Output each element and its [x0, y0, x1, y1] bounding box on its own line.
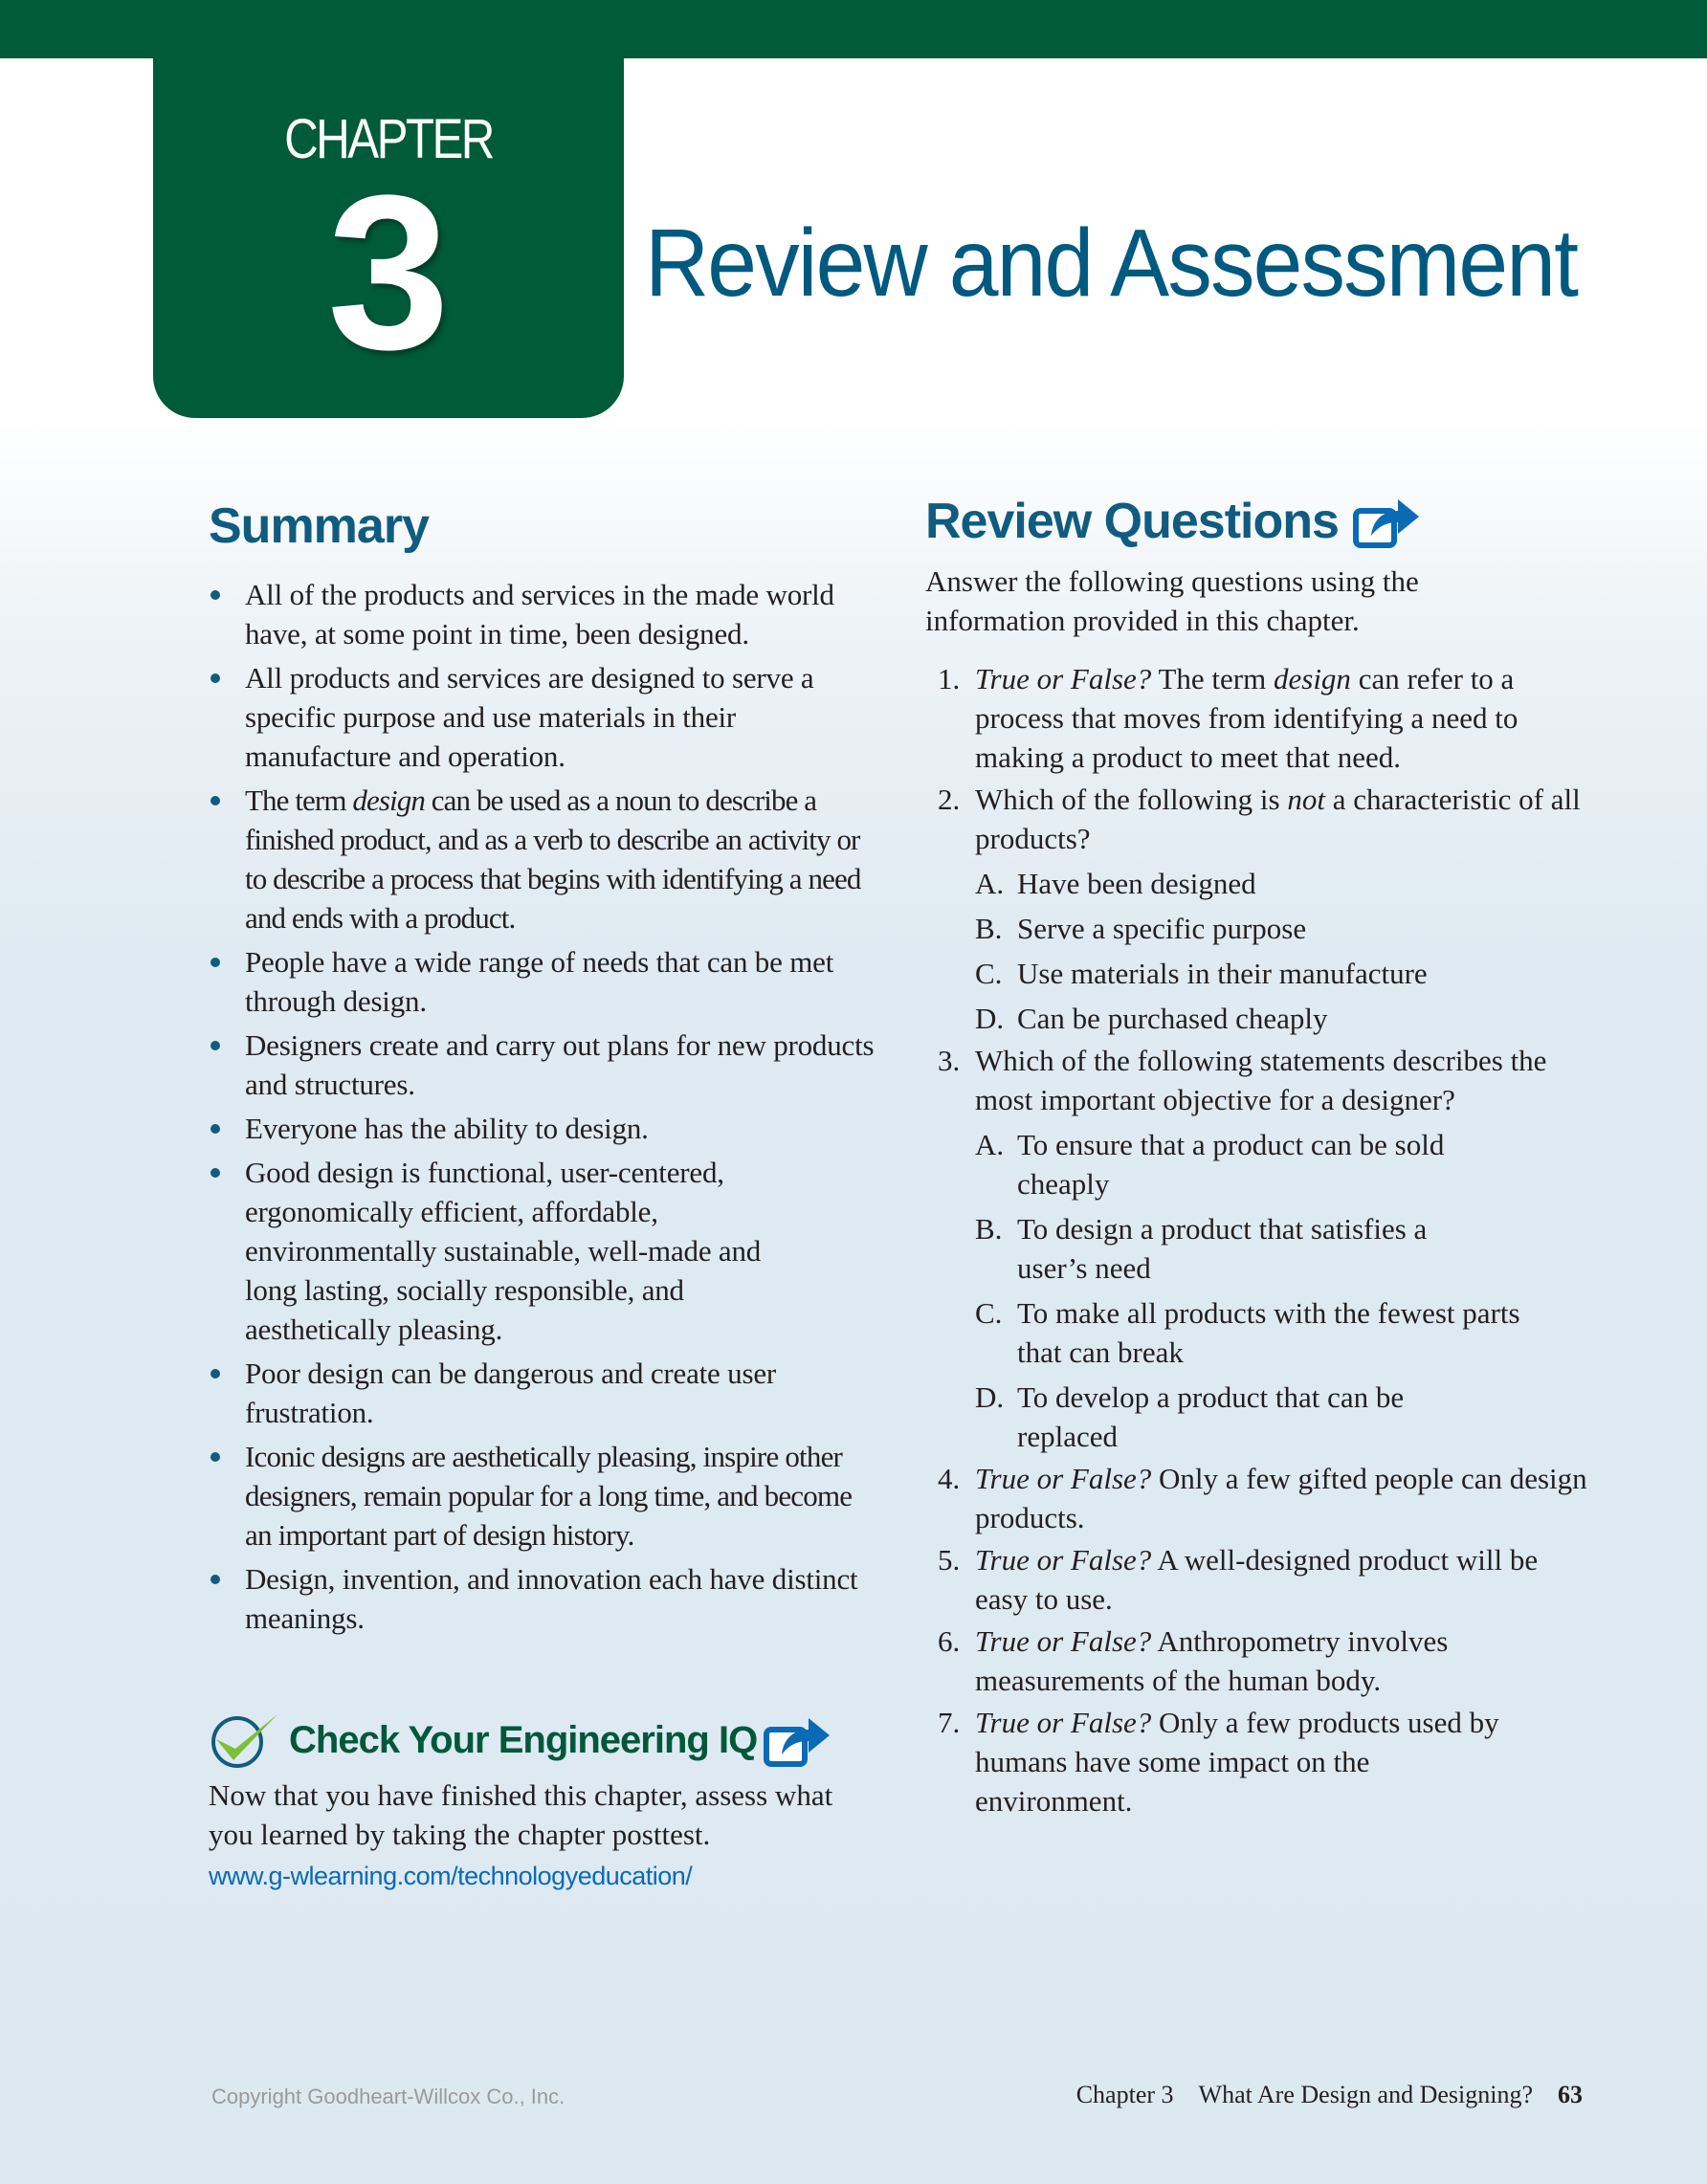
- running-footer: [1052, 2081, 1583, 2109]
- list-item: Good design is functional, user-centered, ergonomically efficient, affordable, environmentally sustainable, well-made and long lasting, socially responsible, and aesthetically pleasing.: [209, 1153, 878, 1349]
- text: Which of the following is: [975, 783, 1288, 816]
- option-text: Use materials in their manufacture: [1017, 957, 1428, 990]
- list-item: Everyone has the ability to design.: [209, 1109, 878, 1148]
- emphasis: design: [1274, 662, 1351, 695]
- option-letter: D.: [975, 1002, 1005, 1035]
- text: A well-designed product will be easy to use.: [975, 1543, 1539, 1616]
- checkmark-icon: [209, 1710, 283, 1770]
- option: [975, 1293, 1588, 1372]
- question-2: [938, 780, 1588, 1038]
- true-false-label: True or False?: [975, 1462, 1152, 1495]
- posttest-link[interactable]: www.g-wlearning.com/technologyeducation/: [209, 1862, 693, 1890]
- page-number: 63: [1558, 2081, 1583, 2108]
- question-6: [938, 1621, 1588, 1700]
- list-item: Iconic designs are aesthetically pleasing, inspire other designers, remain popular for a long time, and become an important part of design history.: [209, 1437, 878, 1555]
- check-iq-heading: Check Your Engineering IQ: [289, 1718, 758, 1761]
- text: can refer to a process that moves from identifying a need to making a product to meet that need.: [975, 662, 1519, 774]
- option-text: To ensure that a product can be sold cheaply: [1017, 1128, 1445, 1201]
- option: [975, 864, 1588, 903]
- option-letter: D.: [975, 1380, 1005, 1414]
- list-item: All of the products and services in the made world have, at some point in time, been designed.: [209, 575, 878, 653]
- true-false-label: True or False?: [975, 1543, 1152, 1577]
- text: Only a few products used by humans have some impact on the environment.: [975, 1706, 1499, 1818]
- review-header: [925, 492, 1421, 551]
- text: Only a few gifted people can design products.: [975, 1462, 1587, 1534]
- option-text: To develop a product that can be replaced: [1017, 1380, 1405, 1453]
- footer-chapter-title: What Are Design and Designing?: [1198, 2081, 1533, 2108]
- summary-heading: Summary: [209, 498, 429, 554]
- question-5: [938, 1540, 1588, 1619]
- list-item: All products and services are designed to serve a specific purpose and use materials in their manufacture and operation.: [209, 658, 878, 776]
- question-number: 2.: [938, 783, 961, 816]
- option-letter: B.: [975, 912, 1003, 945]
- chapter-number: 3: [327, 149, 450, 395]
- text: The term: [1151, 662, 1274, 695]
- list-item: Designers create and carry out plans for new products and structures.: [209, 1026, 878, 1104]
- list-item: Poor design can be dangerous and create user frustration.: [209, 1354, 878, 1432]
- option-text: Have been designed: [1017, 867, 1256, 900]
- option-letter: B.: [975, 1212, 1003, 1246]
- question-number: 5.: [938, 1543, 961, 1577]
- list-item: [209, 781, 878, 938]
- question-1: [938, 659, 1588, 777]
- external-link-icon[interactable]: [1352, 492, 1421, 551]
- footer-chapter: Chapter 3: [1075, 2081, 1174, 2108]
- question-number: 6.: [938, 1624, 961, 1658]
- option-text: To design a product that satisfies a user’s need: [1017, 1212, 1428, 1285]
- option: [975, 954, 1588, 993]
- text: a characteristic of all products?: [975, 783, 1581, 855]
- option: [975, 1125, 1588, 1203]
- question-number: 4.: [938, 1462, 961, 1495]
- option: [975, 909, 1588, 948]
- question-3: [938, 1041, 1588, 1456]
- text: Anthropometry involves measurements of the human body.: [975, 1624, 1449, 1697]
- option: [975, 1209, 1588, 1288]
- list-item: Design, invention, and innovation each have distinct meanings.: [209, 1559, 878, 1638]
- question-number: 3.: [938, 1044, 961, 1077]
- check-iq-text: Now that you have finished this chapter, assess what you learned by taking the chapter posttest.: [209, 1778, 833, 1851]
- text: The term: [245, 783, 353, 817]
- emphasis: not: [1287, 783, 1325, 816]
- question-number: 7.: [938, 1706, 961, 1739]
- chapter-tab: [153, 0, 624, 418]
- option-text: Serve a specific purpose: [1017, 912, 1307, 945]
- external-link-icon[interactable]: [763, 1710, 831, 1770]
- option-letter: C.: [975, 957, 1003, 990]
- true-false-label: True or False?: [975, 662, 1152, 695]
- question-4: [938, 1459, 1588, 1537]
- chapter-label: CHAPTER: [284, 108, 493, 170]
- question-7: [938, 1703, 1588, 1820]
- review-heading: Review Questions: [925, 494, 1339, 549]
- summary-list: [209, 575, 878, 1643]
- review-question-list: [938, 659, 1588, 1823]
- emphasis: design: [352, 783, 425, 817]
- review-intro: Answer the following questions using the information provided in this chapter.: [925, 564, 1419, 637]
- list-item: People have a wide range of needs that can be met through design.: [209, 942, 878, 1021]
- option: [975, 1378, 1588, 1456]
- option-text: Can be purchased cheaply: [1017, 1002, 1328, 1035]
- option-letter: A.: [975, 1128, 1005, 1161]
- text: Which of the following statements describes the most important objective for a designer?: [975, 1044, 1547, 1116]
- option: [975, 999, 1588, 1038]
- option-letter: A.: [975, 867, 1005, 900]
- copyright: Copyright Goodheart-Willcox Co., Inc.: [211, 2085, 565, 2108]
- true-false-label: True or False?: [975, 1624, 1152, 1658]
- option-letter: C.: [975, 1296, 1003, 1330]
- page-title: Review and Assessment: [645, 210, 1578, 317]
- option-text: To make all products with the fewest parts that can break: [1017, 1296, 1520, 1369]
- text: can be used as a noun to describe a finished product, and as a verb to describe an activity or to describe a process that begins with identifying a need and ends with a product.: [245, 783, 861, 935]
- check-iq-header: [209, 1707, 831, 1774]
- true-false-label: True or False?: [975, 1706, 1152, 1739]
- question-number: 1.: [938, 662, 961, 695]
